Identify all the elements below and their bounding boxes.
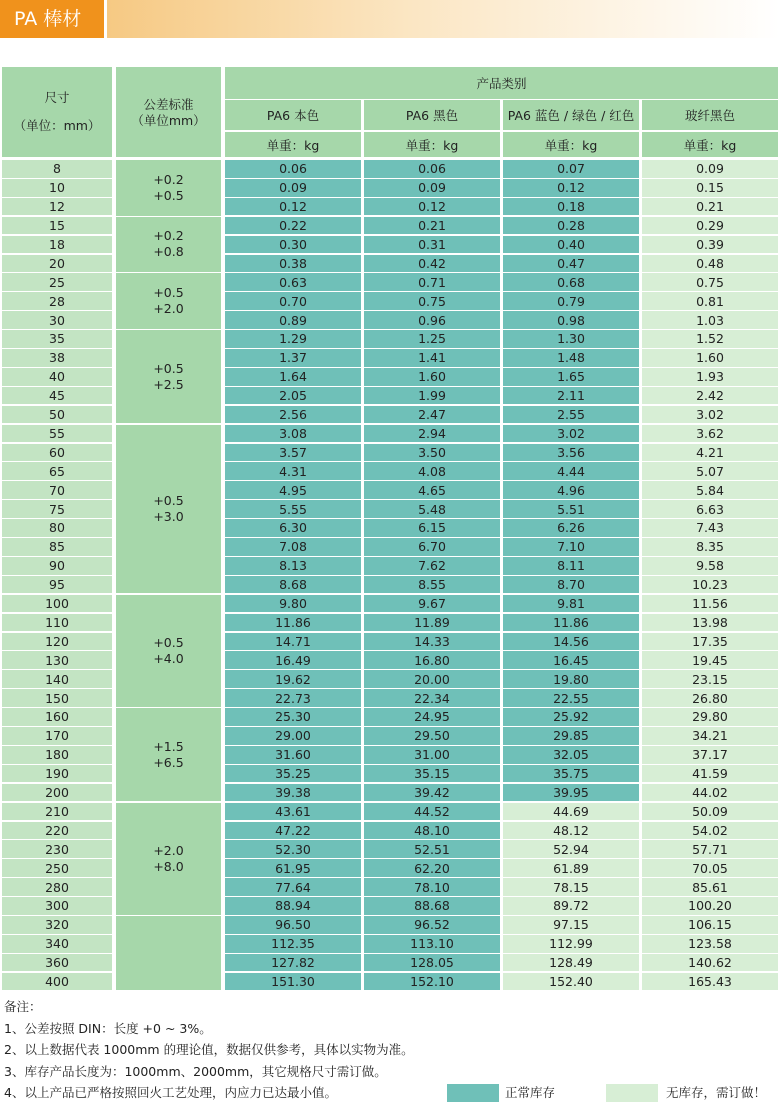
weight-cell: 5.84 <box>642 481 778 499</box>
note-item: 2、以上数据代表 1000mm 的理论值，数据仅供参考，具体以实物为准。 <box>4 1042 414 1058</box>
weight-cell: 1.60 <box>642 349 778 367</box>
weight-cell: 70.05 <box>642 859 778 877</box>
weight-cell: 0.68 <box>503 273 639 291</box>
header-accent-bar <box>0 0 104 38</box>
weight-cell: 17.35 <box>642 633 778 651</box>
tolerance-value: +0.5 <box>153 634 184 650</box>
weight-cell: 29.00 <box>225 727 361 745</box>
size-cell: 120 <box>2 633 112 651</box>
weight-cell: 11.56 <box>642 595 778 613</box>
weight-cell: 14.56 <box>503 633 639 651</box>
weight-cell: 0.30 <box>225 236 361 254</box>
weight-cell: 62.20 <box>364 859 500 877</box>
weight-cell: 3.62 <box>642 425 778 443</box>
weight-cell: 13.98 <box>642 614 778 632</box>
weight-cell: 0.21 <box>364 217 500 235</box>
note-item: 3、库存产品长度为：1000mm、2000mm，其它规格尺寸需订做。 <box>4 1063 387 1079</box>
tolerance-cell <box>116 803 221 915</box>
weight-cell: 4.21 <box>642 444 778 462</box>
weight-cell: 31.00 <box>364 746 500 764</box>
unit-weight-header: 单重：kg <box>503 132 639 157</box>
weight-cell: 78.10 <box>364 878 500 896</box>
tolerance-cell <box>116 708 221 801</box>
weight-cell: 29.50 <box>364 727 500 745</box>
size-cell: 8 <box>2 160 112 178</box>
weight-cell: 112.99 <box>503 935 639 953</box>
size-cell: 55 <box>2 425 112 443</box>
tolerance-cell <box>116 425 221 594</box>
weight-cell: 11.89 <box>364 614 500 632</box>
size-column-header <box>2 67 112 157</box>
weight-cell: 35.75 <box>503 765 639 783</box>
weight-cell: 4.95 <box>225 481 361 499</box>
weight-cell: 0.47 <box>503 255 639 273</box>
tolerance-value: +0.2 <box>153 228 184 244</box>
weight-cell: 0.89 <box>225 311 361 329</box>
weight-cell: 7.08 <box>225 538 361 556</box>
weight-cell: 22.73 <box>225 689 361 707</box>
size-cell: 230 <box>2 840 112 858</box>
tolerance-value: +0.5 <box>153 187 184 203</box>
tolerance-value: +0.5 <box>153 285 184 301</box>
size-cell: 160 <box>2 708 112 726</box>
size-cell: 70 <box>2 481 112 499</box>
weight-cell: 8.55 <box>364 576 500 594</box>
weight-cell: 88.68 <box>364 897 500 915</box>
weight-cell: 19.62 <box>225 670 361 688</box>
size-cell: 18 <box>2 236 112 254</box>
weight-cell: 0.18 <box>503 198 639 216</box>
weight-cell: 0.96 <box>364 311 500 329</box>
weight-cell: 4.31 <box>225 462 361 480</box>
size-cell: 300 <box>2 897 112 915</box>
weight-cell: 123.58 <box>642 935 778 953</box>
size-cell: 40 <box>2 368 112 386</box>
weight-cell: 0.48 <box>642 255 778 273</box>
weight-cell: 9.58 <box>642 557 778 575</box>
size-cell: 38 <box>2 349 112 367</box>
weight-cell: 31.60 <box>225 746 361 764</box>
weight-cell: 2.42 <box>642 387 778 405</box>
product-name-header: PA6 蓝色 / 绿色 / 红色 <box>503 100 639 130</box>
weight-cell: 3.57 <box>225 444 361 462</box>
weight-cell: 44.02 <box>642 784 778 802</box>
tolerance-value: +0.5 <box>153 493 184 509</box>
weight-cell: 22.55 <box>503 689 639 707</box>
weight-cell: 6.63 <box>642 500 778 518</box>
tolerance-value: +4.0 <box>153 650 184 666</box>
size-cell: 15 <box>2 217 112 235</box>
weight-cell: 6.26 <box>503 519 639 537</box>
weight-cell: 0.98 <box>503 311 639 329</box>
weight-cell: 0.07 <box>503 160 639 178</box>
weight-cell: 6.70 <box>364 538 500 556</box>
weight-cell: 3.02 <box>503 425 639 443</box>
product-name-header: PA6 本色 <box>225 100 361 130</box>
weight-cell: 5.55 <box>225 500 361 518</box>
legend-no-stock-label: 无库存，需订做！ <box>666 1085 767 1100</box>
weight-cell: 7.43 <box>642 519 778 537</box>
size-cell: 180 <box>2 746 112 764</box>
weight-cell: 152.10 <box>364 973 500 991</box>
product-name-header: 玻纤黑色 <box>642 100 778 130</box>
weight-cell: 23.15 <box>642 670 778 688</box>
tolerance-header-unit: （单位mm） <box>131 113 206 128</box>
unit-weight-header: 单重：kg <box>225 132 361 157</box>
weight-cell: 96.52 <box>364 916 500 934</box>
weight-cell: 2.47 <box>364 406 500 424</box>
weight-cell: 14.71 <box>225 633 361 651</box>
tolerance-value: +1.5 <box>153 738 184 754</box>
page-title: PA 棒材 <box>14 8 82 30</box>
size-cell: 50 <box>2 406 112 424</box>
weight-cell: 89.72 <box>503 897 639 915</box>
weight-cell: 0.28 <box>503 217 639 235</box>
legend <box>0 1082 780 1104</box>
tolerance-cell <box>116 916 221 990</box>
product-category-header: 产品类别 <box>225 67 778 99</box>
legend-no-stock-swatch <box>606 1084 658 1102</box>
weight-cell: 29.85 <box>503 727 639 745</box>
weight-cell: 2.11 <box>503 387 639 405</box>
weight-cell: 0.75 <box>364 292 500 310</box>
size-cell: 150 <box>2 689 112 707</box>
header-gradient-band <box>107 0 780 38</box>
tolerance-column-header <box>116 67 221 157</box>
size-cell: 60 <box>2 444 112 462</box>
weight-cell: 1.30 <box>503 330 639 348</box>
tolerance-value: +2.5 <box>153 376 184 392</box>
weight-cell: 0.39 <box>642 236 778 254</box>
weight-cell: 96.50 <box>225 916 361 934</box>
size-cell: 280 <box>2 878 112 896</box>
weight-cell: 3.50 <box>364 444 500 462</box>
weight-cell: 54.02 <box>642 822 778 840</box>
tolerance-cell <box>116 160 221 216</box>
weight-cell: 39.95 <box>503 784 639 802</box>
legend-in-stock-label: 正常库存 <box>505 1085 556 1100</box>
weight-cell: 25.92 <box>503 708 639 726</box>
weight-cell: 39.42 <box>364 784 500 802</box>
unit-weight-header: 单重：kg <box>364 132 500 157</box>
weight-cell: 1.93 <box>642 368 778 386</box>
tolerance-value: +6.5 <box>153 754 184 770</box>
weight-cell: 1.60 <box>364 368 500 386</box>
size-cell: 45 <box>2 387 112 405</box>
weight-cell: 0.31 <box>364 236 500 254</box>
size-cell: 210 <box>2 803 112 821</box>
size-cell: 220 <box>2 822 112 840</box>
size-cell: 200 <box>2 784 112 802</box>
tolerance-value: +0.8 <box>153 244 184 260</box>
weight-cell: 152.40 <box>503 973 639 991</box>
weight-cell: 0.63 <box>225 273 361 291</box>
product-name-header: PA6 黑色 <box>364 100 500 130</box>
weight-cell: 35.15 <box>364 765 500 783</box>
weight-cell: 9.81 <box>503 595 639 613</box>
weight-cell: 0.71 <box>364 273 500 291</box>
size-cell: 10 <box>2 179 112 197</box>
weight-cell: 29.80 <box>642 708 778 726</box>
weight-cell: 0.09 <box>642 160 778 178</box>
weight-cell: 0.70 <box>225 292 361 310</box>
size-cell: 320 <box>2 916 112 934</box>
weight-cell: 128.05 <box>364 954 500 972</box>
weight-cell: 0.09 <box>364 179 500 197</box>
weight-cell: 127.82 <box>225 954 361 972</box>
weight-cell: 43.61 <box>225 803 361 821</box>
size-header-unit: （单位：mm） <box>13 118 101 133</box>
weight-cell: 3.02 <box>642 406 778 424</box>
weight-cell: 2.94 <box>364 425 500 443</box>
tolerance-cell <box>116 595 221 707</box>
tolerance-value: +3.0 <box>153 509 184 525</box>
weight-cell: 0.75 <box>642 273 778 291</box>
weight-cell: 48.12 <box>503 822 639 840</box>
weight-cell: 2.56 <box>225 406 361 424</box>
weight-cell: 5.51 <box>503 500 639 518</box>
weight-cell: 8.35 <box>642 538 778 556</box>
tolerance-cell <box>116 330 221 423</box>
weight-cell: 8.68 <box>225 576 361 594</box>
weight-cell: 37.17 <box>642 746 778 764</box>
size-cell: 170 <box>2 727 112 745</box>
size-cell: 12 <box>2 198 112 216</box>
weight-cell: 39.38 <box>225 784 361 802</box>
weight-cell: 4.65 <box>364 481 500 499</box>
weight-cell: 19.80 <box>503 670 639 688</box>
weight-cell: 140.62 <box>642 954 778 972</box>
weight-cell: 32.05 <box>503 746 639 764</box>
weight-cell: 3.56 <box>503 444 639 462</box>
weight-cell: 22.34 <box>364 689 500 707</box>
weight-cell: 16.80 <box>364 651 500 669</box>
weight-cell: 7.10 <box>503 538 639 556</box>
weight-cell: 78.15 <box>503 878 639 896</box>
weight-cell: 0.15 <box>642 179 778 197</box>
weight-cell: 48.10 <box>364 822 500 840</box>
size-cell: 75 <box>2 500 112 518</box>
weight-cell: 4.08 <box>364 462 500 480</box>
weight-cell: 61.95 <box>225 859 361 877</box>
size-cell: 90 <box>2 557 112 575</box>
weight-cell: 41.59 <box>642 765 778 783</box>
size-cell: 30 <box>2 311 112 329</box>
weight-cell: 26.80 <box>642 689 778 707</box>
notes-title: 备注： <box>4 999 42 1014</box>
weight-cell: 0.06 <box>364 160 500 178</box>
size-cell: 190 <box>2 765 112 783</box>
weight-cell: 6.30 <box>225 519 361 537</box>
weight-cell: 47.22 <box>225 822 361 840</box>
unit-weight-header: 单重：kg <box>642 132 778 157</box>
size-cell: 340 <box>2 935 112 953</box>
weight-cell: 1.64 <box>225 368 361 386</box>
weight-cell: 44.52 <box>364 803 500 821</box>
page-header <box>0 0 780 40</box>
size-cell: 400 <box>2 973 112 991</box>
weight-cell: 7.62 <box>364 557 500 575</box>
weight-cell: 35.25 <box>225 765 361 783</box>
weight-cell: 50.09 <box>642 803 778 821</box>
weight-cell: 0.40 <box>503 236 639 254</box>
weight-cell: 0.12 <box>503 179 639 197</box>
tolerance-header-title: 公差标准 <box>143 97 194 112</box>
weight-cell: 1.41 <box>364 349 500 367</box>
size-cell: 250 <box>2 859 112 877</box>
weight-cell: 8.11 <box>503 557 639 575</box>
weight-cell: 20.00 <box>364 670 500 688</box>
weight-cell: 4.44 <box>503 462 639 480</box>
weight-cell: 52.51 <box>364 840 500 858</box>
weight-cell: 10.23 <box>642 576 778 594</box>
weight-cell: 165.43 <box>642 973 778 991</box>
weight-cell: 1.52 <box>642 330 778 348</box>
weight-cell: 9.67 <box>364 595 500 613</box>
size-cell: 80 <box>2 519 112 537</box>
size-cell: 20 <box>2 255 112 273</box>
weight-cell: 61.89 <box>503 859 639 877</box>
weight-cell: 34.21 <box>642 727 778 745</box>
weight-cell: 5.07 <box>642 462 778 480</box>
weight-cell: 1.48 <box>503 349 639 367</box>
weight-cell: 8.70 <box>503 576 639 594</box>
weight-cell: 112.35 <box>225 935 361 953</box>
weight-cell: 100.20 <box>642 897 778 915</box>
weight-cell: 3.08 <box>225 425 361 443</box>
size-cell: 85 <box>2 538 112 556</box>
weight-cell: 2.05 <box>225 387 361 405</box>
weight-cell: 1.99 <box>364 387 500 405</box>
weight-cell: 113.10 <box>364 935 500 953</box>
weight-cell: 14.33 <box>364 633 500 651</box>
tolerance-value: +0.2 <box>153 171 184 187</box>
weight-cell: 1.25 <box>364 330 500 348</box>
weight-cell: 0.21 <box>642 198 778 216</box>
size-cell: 110 <box>2 614 112 632</box>
weight-cell: 9.80 <box>225 595 361 613</box>
weight-cell: 106.15 <box>642 916 778 934</box>
size-cell: 65 <box>2 462 112 480</box>
tolerance-value: +8.0 <box>153 858 184 874</box>
weight-cell: 1.65 <box>503 368 639 386</box>
weight-cell: 0.12 <box>225 198 361 216</box>
weight-cell: 19.45 <box>642 651 778 669</box>
size-cell: 95 <box>2 576 112 594</box>
weight-cell: 0.12 <box>364 198 500 216</box>
size-cell: 130 <box>2 651 112 669</box>
weight-cell: 11.86 <box>225 614 361 632</box>
weight-cell: 16.45 <box>503 651 639 669</box>
weight-cell: 8.13 <box>225 557 361 575</box>
size-cell: 100 <box>2 595 112 613</box>
weight-cell: 57.71 <box>642 840 778 858</box>
legend-in-stock-swatch <box>447 1084 499 1102</box>
weight-cell: 85.61 <box>642 878 778 896</box>
tolerance-value: +0.5 <box>153 360 184 376</box>
weight-cell: 4.96 <box>503 481 639 499</box>
weight-cell: 16.49 <box>225 651 361 669</box>
weight-cell: 128.49 <box>503 954 639 972</box>
weight-cell: 0.42 <box>364 255 500 273</box>
weight-cell: 88.94 <box>225 897 361 915</box>
weight-cell: 97.15 <box>503 916 639 934</box>
tolerance-value: +2.0 <box>153 842 184 858</box>
weight-cell: 11.86 <box>503 614 639 632</box>
weight-cell: 1.37 <box>225 349 361 367</box>
tolerance-cell <box>116 217 221 273</box>
tolerance-value: +2.0 <box>153 301 184 317</box>
size-cell: 35 <box>2 330 112 348</box>
note-item: 1、公差按照 DIN：长度 +0 ~ 3%。 <box>4 1020 212 1036</box>
weight-cell: 0.79 <box>503 292 639 310</box>
weight-cell: 52.30 <box>225 840 361 858</box>
weight-cell: 0.29 <box>642 217 778 235</box>
weight-cell: 77.64 <box>225 878 361 896</box>
weight-cell: 6.15 <box>364 519 500 537</box>
size-cell: 360 <box>2 954 112 972</box>
weight-cell: 52.94 <box>503 840 639 858</box>
size-cell: 28 <box>2 292 112 310</box>
weight-cell: 24.95 <box>364 708 500 726</box>
size-cell: 140 <box>2 670 112 688</box>
weight-cell: 0.09 <box>225 179 361 197</box>
note-item: 4、以上产品已严格按照回火工艺处理，内应力已达最小值。 <box>4 1085 337 1101</box>
tolerance-cell <box>116 273 221 329</box>
size-header-title: 尺寸 <box>44 90 70 105</box>
weight-cell: 25.30 <box>225 708 361 726</box>
size-cell: 25 <box>2 273 112 291</box>
weight-cell: 2.55 <box>503 406 639 424</box>
weight-cell: 0.81 <box>642 292 778 310</box>
weight-cell: 0.38 <box>225 255 361 273</box>
weight-cell: 44.69 <box>503 803 639 821</box>
weight-cell: 151.30 <box>225 973 361 991</box>
weight-cell: 5.48 <box>364 500 500 518</box>
weight-cell: 1.03 <box>642 311 778 329</box>
weight-cell: 0.22 <box>225 217 361 235</box>
weight-cell: 0.06 <box>225 160 361 178</box>
weight-cell: 1.29 <box>225 330 361 348</box>
